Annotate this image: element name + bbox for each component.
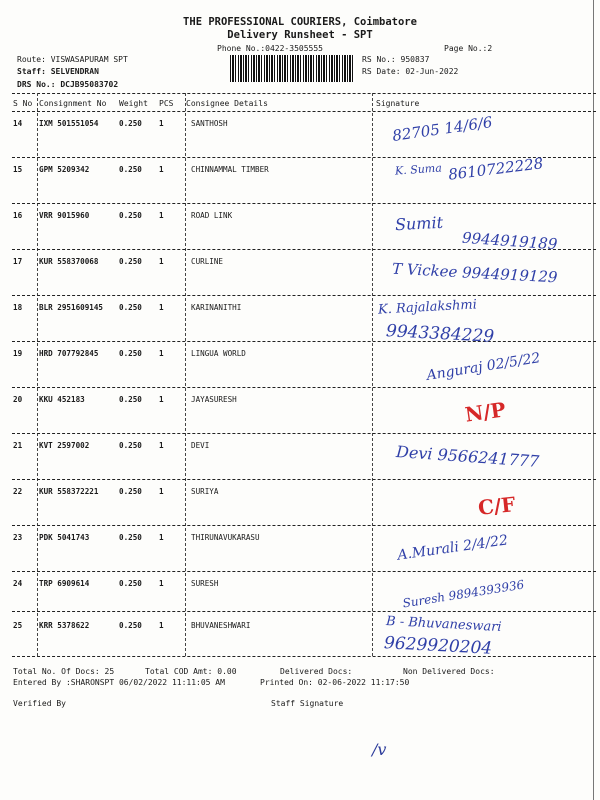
row-consignee: CURLINE [191, 257, 224, 266]
signature-19: Anguraj 02/5/22 [425, 350, 542, 384]
company-title: THE PROFESSIONAL COURIERS, Coimbatore [183, 16, 417, 28]
signature-21: Devi 9566241777 [395, 442, 540, 471]
header-top-rule [12, 93, 596, 94]
staff: Staff: SELVENDRAN [17, 67, 99, 76]
signature-17: T Vickee 9944919129 [391, 259, 558, 287]
col-consignee: Consignee Details [186, 99, 268, 108]
signature-24: Suresh 9894393936 [401, 577, 526, 611]
phone-number: Phone No.:0422-3505555 [217, 44, 323, 53]
row-rule [12, 611, 596, 612]
verified-by: Verified By [13, 699, 66, 708]
row-consignment: KRR 5378622 [39, 621, 90, 630]
row-consignment: GPM 5209342 [39, 165, 90, 174]
row-weight: 0.250 [119, 441, 142, 450]
col-weight: Weight [119, 99, 148, 108]
row-pcs: 1 [159, 165, 164, 174]
row-consignment: KKU 452183 [39, 395, 85, 404]
row-sno: 14 [13, 119, 23, 128]
total-cod: Total COD Amt: 0.00 [145, 667, 237, 676]
printed-on: Printed On: 02-06-2022 11:17:50 [260, 678, 410, 687]
row-weight: 0.250 [119, 349, 142, 358]
table-row [0, 387, 600, 433]
row-sno: 24 [13, 579, 23, 588]
signature-18b: 9943384229 [385, 321, 495, 347]
row-pcs: 1 [159, 533, 164, 542]
row-consignment: HRD 707792845 [39, 349, 99, 358]
row-pcs: 1 [159, 487, 164, 496]
row-pcs: 1 [159, 579, 164, 588]
row-weight: 0.250 [119, 533, 142, 542]
row-pcs: 1 [159, 257, 164, 266]
row-weight: 0.250 [119, 579, 142, 588]
signature-23: A.Murali 2/4/22 [396, 532, 509, 564]
signature-16a: Sumit [394, 212, 444, 235]
col-consignment: Consignment No [39, 99, 107, 108]
row-consignee: SANTHOSH [191, 119, 228, 128]
row-sno: 20 [13, 395, 23, 404]
handwritten-mark: /v [372, 740, 387, 759]
row-consignee: DEVI [191, 441, 210, 450]
row-consignee: SURESH [191, 579, 219, 588]
row-pcs: 1 [159, 395, 164, 404]
signature-25a: B - Bhuvaneswari [385, 613, 502, 636]
row-consignee: BHUVANESHWARI [191, 621, 251, 630]
table-row [0, 111, 600, 157]
row-consignee: CHINNAMMAL TIMBER [191, 165, 269, 174]
row-consignee: SURIYA [191, 487, 219, 496]
row-weight: 0.250 [119, 165, 142, 174]
rs-date: RS Date: 02-Jun-2022 [362, 67, 459, 76]
row-sno: 17 [13, 257, 23, 266]
row-sno: 21 [13, 441, 23, 450]
row-pcs: 1 [159, 211, 164, 220]
entered-by: Entered By :SHARONSPT 06/02/2022 11:11:05 AM [13, 678, 225, 687]
row-pcs: 1 [159, 119, 164, 128]
total-docs: Total No. Of Docs: 25 [13, 667, 115, 676]
row-weight: 0.250 [119, 257, 142, 266]
row-consignee: ROAD LINK [191, 211, 233, 220]
table-row [0, 613, 600, 659]
barcode [230, 55, 355, 82]
row-consignment: KUR 558372221 [39, 487, 99, 496]
signature-20: N/P [463, 397, 508, 427]
row-weight: 0.250 [119, 211, 142, 220]
signature-18a: K. Rajalakshmi [377, 297, 478, 318]
signature-16b: 9944919189 [461, 228, 558, 254]
signature-25b: 9629920204 [383, 633, 493, 659]
signature-15b: 8610722228 [447, 154, 545, 184]
runsheet-title: Delivery Runsheet - SPT [227, 29, 373, 41]
table-bottom-rule [12, 656, 596, 657]
staff-signature: Staff Signature [271, 699, 344, 708]
row-sno: 23 [13, 533, 23, 542]
drs-number: DRS No.: DCJB95083702 [17, 80, 119, 89]
row-sno: 16 [13, 211, 23, 220]
row-weight: 0.250 [119, 487, 142, 496]
row-sno: 18 [13, 303, 23, 312]
col-signature: Signature [376, 99, 420, 108]
row-pcs: 1 [159, 441, 164, 450]
signature-15a: K. Suma [394, 161, 443, 178]
non-delivered-docs: Non Delivered Docs: [403, 667, 495, 676]
row-pcs: 1 [159, 303, 164, 312]
row-pcs: 1 [159, 349, 164, 358]
table-row [0, 295, 600, 341]
row-sno: 15 [13, 165, 23, 174]
row-consignment: BLR 2951609145 [39, 303, 104, 312]
row-consignee: LINGUA WORLD [191, 349, 246, 358]
row-sno: 25 [13, 621, 23, 630]
row-consignment: PDK 5041743 [39, 533, 90, 542]
rs-number: RS No.: 950837 [362, 55, 430, 64]
row-consignment: KUR 558370068 [39, 257, 99, 266]
row-sno: 22 [13, 487, 23, 496]
signature-14: 82705 14/6/6 [391, 113, 494, 145]
row-weight: 0.250 [119, 621, 142, 630]
row-sno: 19 [13, 349, 23, 358]
row-consignment: KVT 2597002 [39, 441, 90, 450]
col-pcs: PCS [159, 99, 174, 108]
delivered-docs: Delivered Docs: [280, 667, 353, 676]
row-consignment: VRR 9015960 [39, 211, 90, 220]
row-consignment: TRP 6909614 [39, 579, 90, 588]
row-weight: 0.250 [119, 303, 142, 312]
row-weight: 0.250 [119, 119, 142, 128]
row-weight: 0.250 [119, 395, 142, 404]
col-sno: S No [13, 99, 33, 108]
table-row [0, 525, 600, 571]
route: Route: VISWASAPURAM SPT [17, 55, 128, 64]
row-consignee: KARINANITHI [191, 303, 242, 312]
row-consignee: JAYASURESH [191, 395, 237, 404]
signature-22: C/F [476, 492, 517, 520]
row-consignment: IXM 501551054 [39, 119, 99, 128]
row-consignee: THIRUNAVUKARASU [191, 533, 260, 542]
row-pcs: 1 [159, 621, 164, 630]
page-number: Page No.:2 [444, 44, 493, 53]
